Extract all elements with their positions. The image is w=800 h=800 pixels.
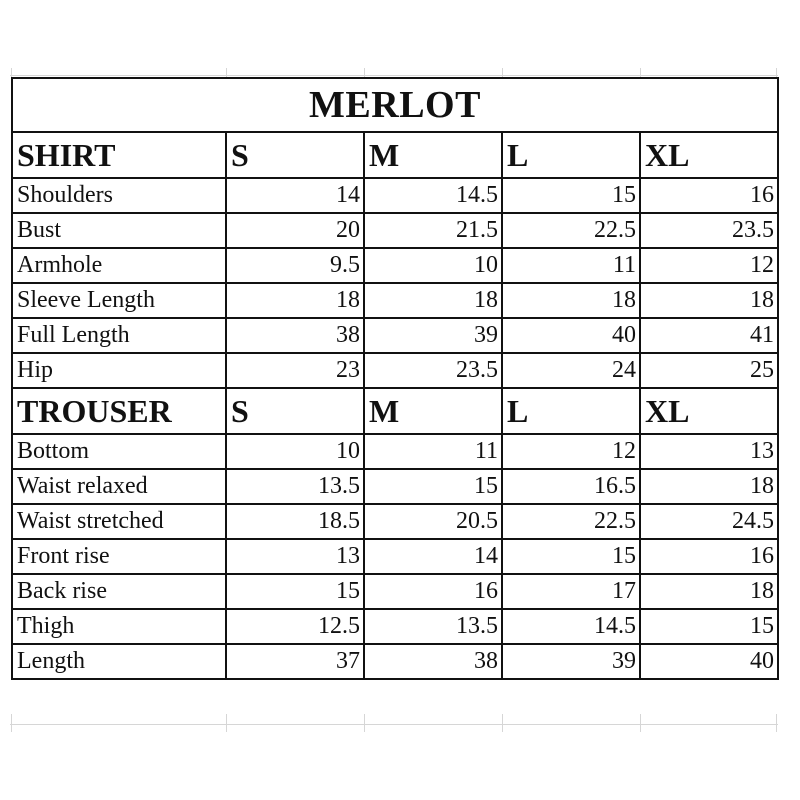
table-title-row	[12, 78, 778, 132]
measurement-value: 13.5	[364, 609, 502, 644]
measurement-value: 13.5	[226, 469, 364, 504]
table-row	[12, 504, 778, 539]
measurement-value: 11	[502, 248, 640, 283]
table-row	[12, 178, 778, 213]
measurement-value: 13	[226, 539, 364, 574]
measurement-label: Armhole	[12, 248, 226, 283]
measurement-value: 15	[364, 469, 502, 504]
size-header-xl: XL	[640, 132, 778, 178]
table-row	[12, 609, 778, 644]
measurement-value: 41	[640, 318, 778, 353]
measurement-value: 39	[502, 644, 640, 679]
measurement-value: 22.5	[502, 213, 640, 248]
measurement-value: 15	[226, 574, 364, 609]
table-row	[12, 434, 778, 469]
size-header-l: L	[502, 388, 640, 434]
measurement-value: 15	[640, 609, 778, 644]
measurement-value: 14.5	[364, 178, 502, 213]
sheet-gridline-col	[364, 714, 365, 732]
measurement-value: 20.5	[364, 504, 502, 539]
measurement-label: Waist relaxed	[12, 469, 226, 504]
sheet-gridline-col	[11, 714, 12, 732]
measurement-value: 13	[640, 434, 778, 469]
table-row	[12, 248, 778, 283]
section-header-row-trouser	[12, 388, 778, 434]
measurement-value: 18	[640, 469, 778, 504]
measurement-value: 40	[640, 644, 778, 679]
sheet-gridline-col	[226, 714, 227, 732]
measurement-value: 39	[364, 318, 502, 353]
size-header-xl: XL	[640, 388, 778, 434]
section-header-row-shirt	[12, 132, 778, 178]
measurement-label: Bust	[12, 213, 226, 248]
measurement-value: 17	[502, 574, 640, 609]
table-row	[12, 283, 778, 318]
size-header-m: M	[364, 132, 502, 178]
measurement-value: 18	[502, 283, 640, 318]
measurement-value: 38	[226, 318, 364, 353]
measurement-value: 25	[640, 353, 778, 388]
table-row	[12, 644, 778, 679]
size-header-l: L	[502, 132, 640, 178]
size-header-s: S	[226, 388, 364, 434]
measurement-label: Back rise	[12, 574, 226, 609]
table-row	[12, 574, 778, 609]
measurement-label: Length	[12, 644, 226, 679]
measurement-value: 16.5	[502, 469, 640, 504]
measurement-value: 18	[640, 283, 778, 318]
measurement-value: 20	[226, 213, 364, 248]
measurement-value: 14	[364, 539, 502, 574]
measurement-value: 14	[226, 178, 364, 213]
sheet-gridline-col	[640, 714, 641, 732]
measurement-value: 18	[226, 283, 364, 318]
measurement-value: 15	[502, 178, 640, 213]
table-row	[12, 213, 778, 248]
measurement-label: Shoulders	[12, 178, 226, 213]
measurement-value: 38	[364, 644, 502, 679]
sheet-gridline-col	[776, 714, 777, 732]
measurement-value: 22.5	[502, 504, 640, 539]
measurement-value: 40	[502, 318, 640, 353]
size-chart-table	[11, 77, 779, 680]
measurement-value: 16	[364, 574, 502, 609]
sheet-gridline-top	[10, 75, 778, 76]
measurement-value: 37	[226, 644, 364, 679]
section-title-shirt: SHIRT	[12, 132, 226, 178]
measurement-value: 18	[364, 283, 502, 318]
measurement-label: Thigh	[12, 609, 226, 644]
measurement-value: 14.5	[502, 609, 640, 644]
measurement-label: Front rise	[12, 539, 226, 574]
measurement-value: 16	[640, 539, 778, 574]
measurement-value: 15	[502, 539, 640, 574]
measurement-label: Full Length	[12, 318, 226, 353]
measurement-label: Waist stretched	[12, 504, 226, 539]
measurement-value: 23.5	[640, 213, 778, 248]
sheet-gridline-col	[502, 714, 503, 732]
section-title-trouser: TROUSER	[12, 388, 226, 434]
table-row	[12, 318, 778, 353]
table-row	[12, 469, 778, 504]
measurement-value: 18	[640, 574, 778, 609]
table-row	[12, 353, 778, 388]
measurement-value: 16	[640, 178, 778, 213]
measurement-value: 11	[364, 434, 502, 469]
measurement-value: 12	[640, 248, 778, 283]
measurement-value: 10	[364, 248, 502, 283]
measurement-label: Hip	[12, 353, 226, 388]
measurement-value: 23	[226, 353, 364, 388]
measurement-value: 9.5	[226, 248, 364, 283]
measurement-value: 18.5	[226, 504, 364, 539]
sheet-gridline-bottom	[10, 724, 778, 725]
measurement-label: Bottom	[12, 434, 226, 469]
table-row	[12, 539, 778, 574]
measurement-value: 21.5	[364, 213, 502, 248]
measurement-value: 23.5	[364, 353, 502, 388]
size-header-m: M	[364, 388, 502, 434]
table-title: MERLOT	[12, 78, 778, 132]
measurement-value: 12.5	[226, 609, 364, 644]
measurement-value: 24.5	[640, 504, 778, 539]
measurement-value: 10	[226, 434, 364, 469]
measurement-value: 24	[502, 353, 640, 388]
size-header-s: S	[226, 132, 364, 178]
measurement-value: 12	[502, 434, 640, 469]
measurement-label: Sleeve Length	[12, 283, 226, 318]
